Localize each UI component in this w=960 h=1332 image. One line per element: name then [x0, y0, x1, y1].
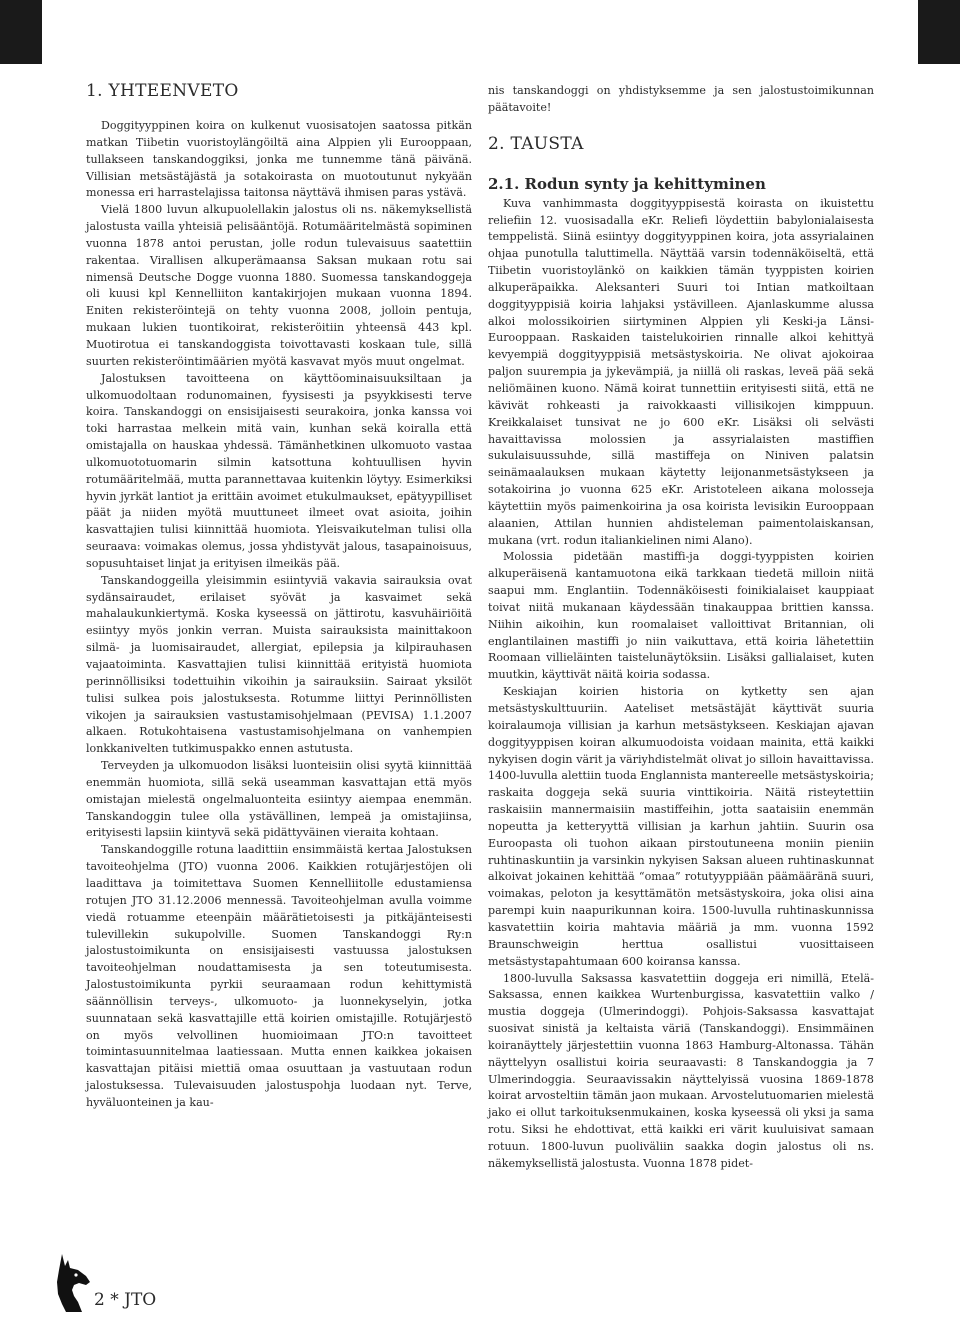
left-column	[86, 80, 472, 1112]
paragraph: Doggityyppinen koira on kulkenut vuosisatojen saatossa pitkän matkan Tiibetin vuoristoylängöiltä aina Alppien yli Eurooppaan, tullakseen tanskandoggiksi, jonka me tunnemme tänä päivänä. Villisian metsästäjästä ja sotakoirasta on muotoutunut nykyään monessa eri harrastelajissa taitonsa näyttävä ihmisen paras ystävä.	[86, 119, 472, 200]
paragraph: Kuva vanhimmasta doggityyppisestä koirasta on ikuistettu reliefiin 12. vuosisadalla eKr. Reliefi löydettiin babylonialaisesta temppelistä. Siinä esiintyy doggityyppinen koira, jota assyrialainen ohjaa punotulla taluttimella. Näyttää varsin todennäköiseltä, että Tiibetin vuoristoylänkö on kaikkien tämän tyyppisten koirien alkuperäpaikka. Aleksanteri Suuri toi Intian matkoiltaan doggityyppisiä koiria lahjaksi ystävilleen. Ajanlaskumme alussa alkoi molossikoirien siirtyminen Alppien yli Keski-ja Länsi-Eurooppaan. Raskaiden taistelukoirien rinnalle alkoi kehittyä kevyempiä doggityyppisiä metsästyskoiria. Ne olivat ajokoiraa paljon suurempia ja jykevämpiä, ja niillä oli raskas, leveä pää sekä neliömäinen kuono. Nämä koirat tunnettiin erityisesti siitä, että ne kävivät rohkeasti ja raivokkaasti villisikojen kimppuun. Kreikkalaiset tunsivat ne jo 600 eKr. Lisäksi oli selvästi havaittavissa molossien ja assyrialaisten mastiffien sukulaisuussuhde, sillä mastiffeja on Niniven palatsin seinämaalauksen mukaan käytetty leijonanmetsästykseen ja sotakoirina jo vuonna 625 eKr. Aristoteleen aikana molosseja käytettiin myös paimenkoirina ja osa koirista levisikin Eurooppaan alaanien, Attilan hunnien ahdisteleman paimentolaiskansan, mukana (vrt. rodun italiankielinen nimi Alano).	[488, 196, 874, 547]
page-footer	[52, 1252, 156, 1314]
corner-tab-left	[0, 0, 42, 64]
paragraph: Tanskandoggille rotuna laadittiin ensimmäistä kertaa Jalostuksen tavoiteohjelma (JTO) vuonna 2006. Kaikkien rotujärjestöjen oli laadittava ja toimitettava Suomen Kennelliitolle edustamiensa rotujen JTO 31.12.2006 mennessä. Tavoiteohjelman avulla voimme viedä rotuamme eteenpäin määrätietoisesti ja pitkäjänteisesti tulevillekin sukupolville. Suomen Tanskandoggi Ry:n jalostustoimikunta on ensisijaisesti vastuussa jalostuksen tavoiteohjelman noudattamisesta ja sen toteutumisesta. Jalostustoimikunta pyrkii seuraamaan rodun kehittymistä säännöllisin terveys-, ulkomuoto- ja luonnekyselyin, jotka suunnataan sekä kasvattajille että koirien omistajille. Rotujärjestö on myös velvollinen huomioimaan JTO:n tavoitteet toimintasuunnitelmaa laatiessaan. Mutta ennen kaikkea jokaisen kasvattajan pitäisi miettiä omaa osuuttaan ja vastuutaan rodun jalostuksessa. Tulevaisuuden jalostuspohja luodaan nyt. Terve, hyväluonteinen ja kau-	[86, 843, 472, 1109]
subsection-heading: 2.1. Rodun synty ja kehittyminen	[488, 174, 766, 193]
paragraph: Jalostuksen tavoitteena on käyttöominaisuuksiltaan ja ulkomuodoltaan rodunomainen, fyysisesti ja psyykkisesti terve koira. Tanskandoggi on ensisijaisesti seurakoira, jonka kanssa voi toki harrastaa melkein mitä vain, kunhan sekä koiralla että omistajalla on hauskaa yhdessä. Tämänhetkinen ulkomuoto vastaa ulkomuototuomarin silmin katsottuna kohtuullisen hyvin rotumääritelmää, mutta parannettavaa kuitenkin löytyy. Esimerkiksi hyvin jyrkät lantiot ja erittäin avoimet etukulmaukset, epätyypilliset päät ja niiden myötä muuttuneet ilmeet ovat asioita, joihin kasvattajien tulisi kiinnittää huomiota. Yleisvaikutelman tulisi olla seuraava: voimakas olemus, jossa yhdistyvät jalous, tasapainoisuus, sopusuhtaiset linjat ja erityisen ilmeikäs pää.	[86, 371, 472, 570]
section-heading-background: 2. TAUSTA	[488, 133, 584, 154]
corner-tab-right	[918, 0, 960, 64]
paragraph: Molossia pidetään mastiffi-ja doggi-tyyppisten koirien alkuperäisenä kantamuotona eikä tarkkaan tiedetä milloin niitä saapui mm. Englantiin. Todennäköisesti foinikialaiset kauppiaat toivat niitä mukanaan käydessään tinakauppaa brittien kanssa. Niihin aikoihin, kun roomalaiset valloittivat Britannian, oli englantilainen mastiffi jo niin vaikuttava, että koiria lähetettiin Roomaan villieläinten taistelunäytöksiin. Lisäksi gallialaiset, kuten muutkin, käyttivät näitä koiria sodassa.	[488, 550, 874, 682]
paragraph: 1800-luvulla Saksassa kasvatettiin doggeja eri nimillä, Etelä-Saksassa, ennen kaikkea Wurtenburgissa, kasvatettiin valko / mustia doggeja (Ulmerindoggi). Pohjois-Saksassa kasvattajat suosivat sinistä ja keltaista väriä (Tanskandoggi). Ensimmäinen koiranäyttely järjestettiin vuonna 1863 Hamburg-Altonassa. Tähän näyttelyyn osallistui koiria seuraavasti: 8 Tanskandoggia ja 7 Ulmerindoggia. Seuraavissakin näyttelyissä vuosina 1869-1878 koirat arvosteltiin tämän jaon mukaan. Arvostelutuomarien mielestä jako ei ollut tarkoituksenmukainen, koska kyseessä oli yksi ja sama rotu. Siksi he ehdottivat, että kaikki eri värit kuuluisivat samaan rotuun. 1800-luvun puoliväliin saakka dogin jalostus oli ns. näkemyksellistä jalostusta. Vuonna 1878 pidet-	[488, 971, 874, 1170]
section-heading-summary: 1. YHTEENVETO	[86, 81, 239, 101]
dog-head-icon	[52, 1252, 92, 1314]
paragraph: Vielä 1800 luvun alkupuolellakin jalostus oli ns. näkemyksellistä jalostusta vailla yhteisiä pelisääntöjä. Rotumääritelmästä sopiminen vuonna 1878 antoi perustan, jolle rodun tulevaisuus saatettiin rakentaa. Virallisen alkuperämaansa Saksan mukaan rotu sai nimensä Deutsche Dogge vuonna 1880. Suomessa tanskandoggeja oli kuusi kpl Kennelliiton kantakirjojen mukaan vuonna 1894. Eniten rekisteröintejä on tehty vuonna 2008, jolloin pentuja, mukaan lukien tuontikoirat, rekisteröitiin yhteensä 443 kpl. Muotirotua ei tanskandoggista toivottavasti koskaan tule, sillä suurten rekisteröintimäärien myötä kasvavat myös muut ongelmat.	[86, 203, 472, 368]
paragraph: Keskiajan koirien historia on kytketty sen ajan metsästyskulttuuriin. Aateliset metsästäjät käyttivät suuria koiralaumoja villisian ja karhun metsästykseen. Keskiajan ajavan doggityyppisen koiran alkumuodoista voidaan mainita, että kaikki nykyisen dogin värit ja väriyhdistelmät olivat jo silloin havaittavissa. 1400-luvulla alettiin tuoda Englannista mantereelle metsästyskoiria; raskaita doggeja sekä suuria vinttikoiria. Näitä risteytettiin raskaisiin mannermaisiin mastiffeihin, jotta saataisiin enemmän nopeutta ja ketteryyttä villisian ja karhun jahtiin. Suurin osa Euroopasta oli tuohon aikaan pirstoutuneena moniin pieniin ruhtinaskuntiin ja varsinkin nykyisen Saksan alueen ruhtinaskunnat alkoivat jokainen kehittää “omaa” rotutyyppiään päämääränä suuri, voimakas, peloton ja kesyttämätön metsästyskoira, joka olisi aina parempi kuin naapurikunnan koira. 1500-luvulla ruhtinaskunnissa kasvatettiin koiria mahtavia määriä ja mm. vuonna 1592 Braunschweigin herttua osallistui vuosittaiseen metsästystapahtumaan 600 koiransa kanssa.	[488, 685, 874, 968]
page-number: 2 * JTO	[94, 1290, 157, 1310]
paragraph-continuation: nis tanskandoggi on yhdistyksemme ja sen jalostustoimikunnan päätavoite!	[488, 84, 874, 114]
right-column	[488, 83, 874, 1173]
paragraph: Terveyden ja ulkomuodon lisäksi luonteisiin olisi syytä kiinnittää enemmän huomiota, sillä sekä useamman kasvattajan että myös omistajan mielestä ongelmaluonteita esiintyy aiempaa enemmän. Tanskandoggin tulee olla ystävällinen, lempeä ja omistajiinsa, erityisesti lapsiin kiintyvä sekä pidättyväinen vieraita kohtaan.	[86, 759, 472, 840]
paragraph: Tanskandoggeilla yleisimmin esiintyviä vakavia sairauksia ovat sydänsairaudet, erilaiset syövät ja kasvaimet sekä mahalaukunkiertymä. Koska kyseessä on jättirotu, kasvuhäiriöitä esiintyy myös jonkin verran. Muista sairauksista mainittakoon silmä- ja luomisairaudet, allergiat, epilepsia ja kilpirauhasen vajaatoiminta. Kasvattajien tulisi kiinnittää erityistä huomiota perinnöllisiksi todettuihin vikoihin ja sairauksiin. Sairaat yksilöt tulisi sulkea pois jalostuksesta. Rotumme liittyi Perinnöllisten vikojen ja sairauksien vastustamisohjelmaan (PEVISA) 1.1.2007 alkaen. Rotukohtaisena vastustamisohjelmana on vanhempien lonkkanivelten tutkimuspakko ennen astutusta.	[86, 573, 472, 756]
